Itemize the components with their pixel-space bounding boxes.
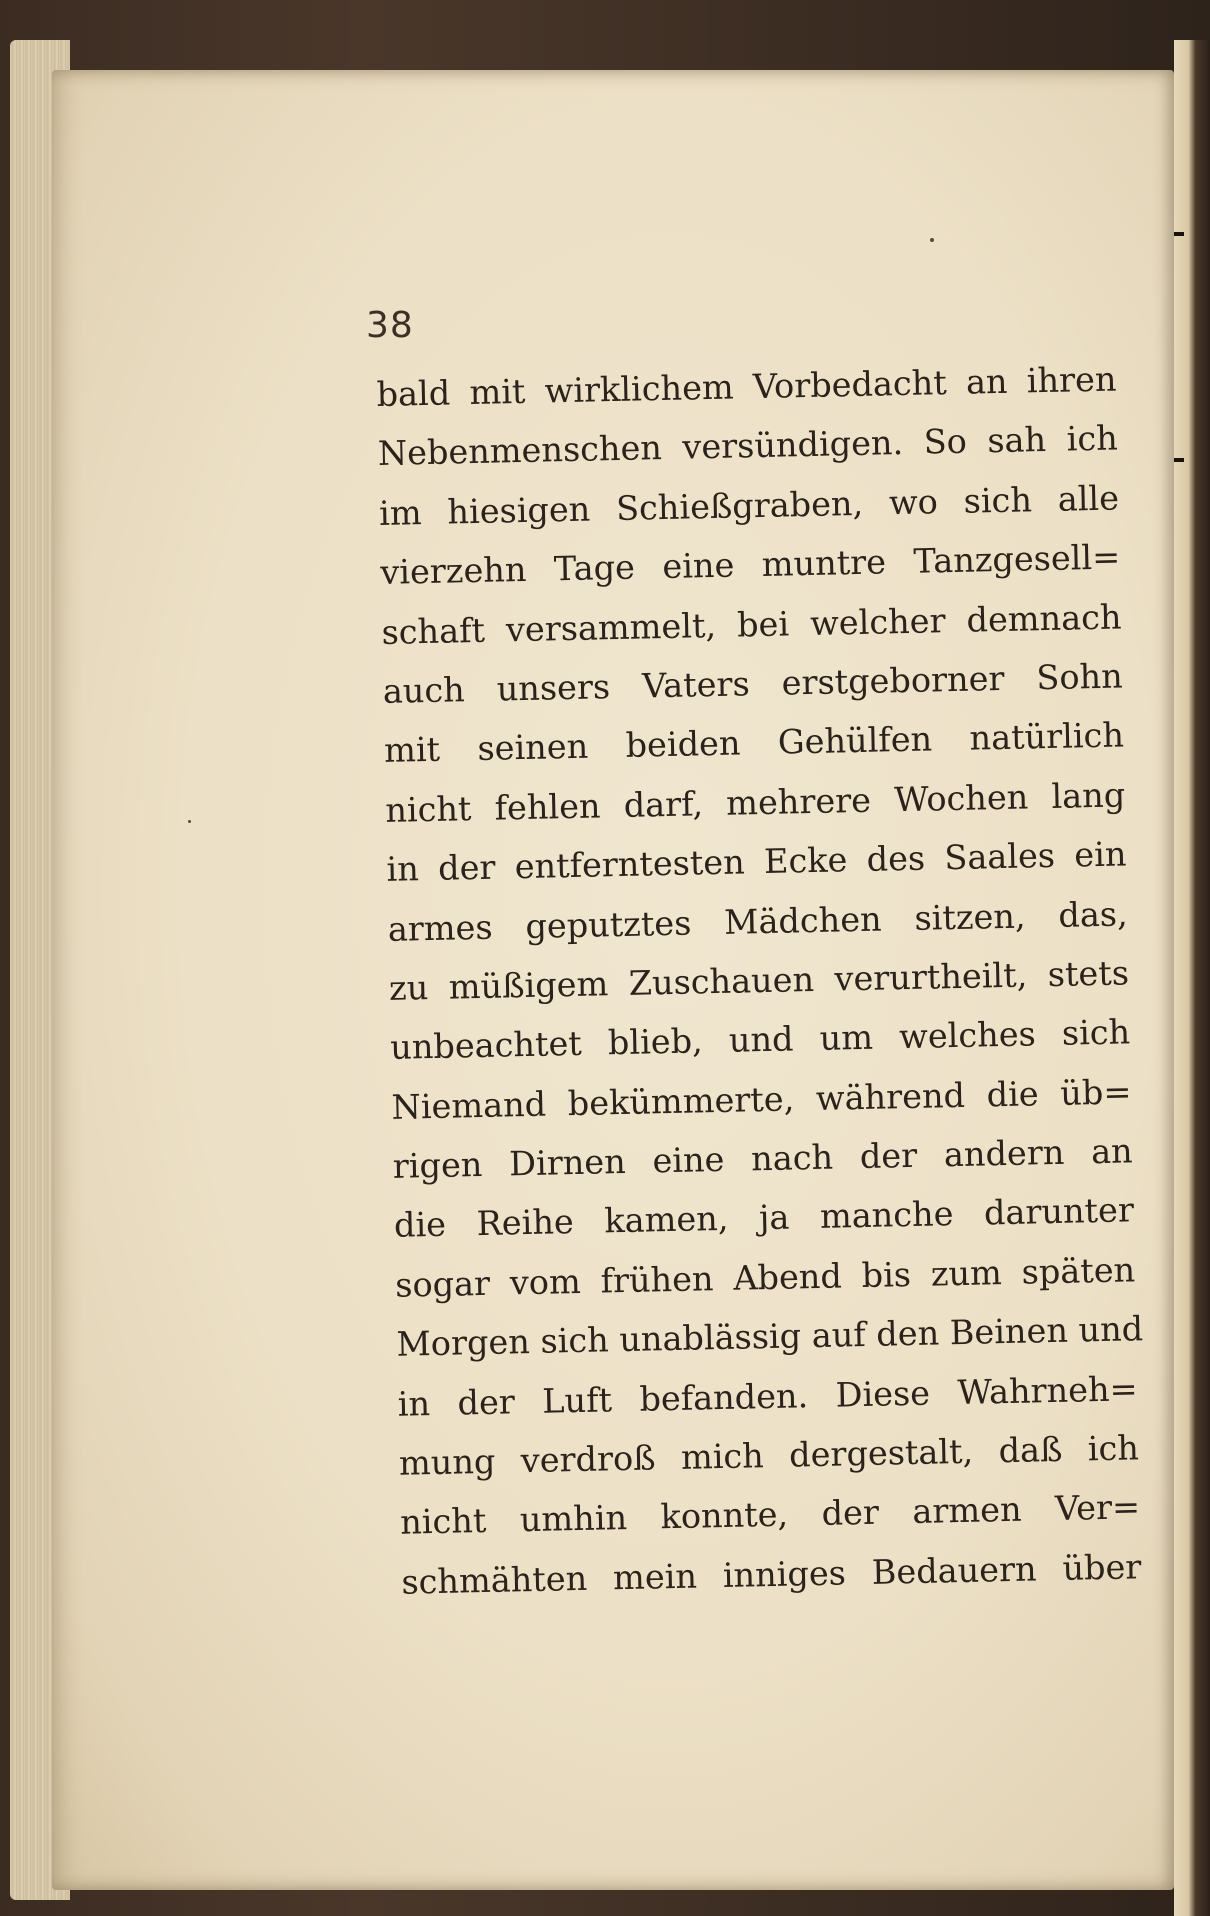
text-line: mit seinen beiden Gehülfen natürlich [383, 715, 1125, 771]
text-line: vierzehn Tage eine muntre Tanzgesell= [379, 537, 1121, 593]
ink-speck [930, 238, 934, 242]
text-line: Niemand bekümmerte, während die üb= [391, 1072, 1132, 1127]
text-line: im hiesigen Schießgraben, wo sich alle [378, 478, 1120, 533]
body-text [376, 350, 1142, 1612]
text-line: sogar vom frühen Abend bis zum späten [394, 1250, 1136, 1305]
text-line: zu müßigem Zuschauen verurtheilt, stets [388, 953, 1130, 1008]
ink-speck [188, 820, 191, 823]
text-line: schmähten mein inniges Bedauern über [401, 1547, 1142, 1602]
facing-page-edge [1174, 40, 1210, 1916]
text-line: in der entferntesten Ecke des Saales ein [386, 834, 1127, 890]
text-line: Morgen sich unablässig auf den Beinen und [396, 1309, 1144, 1365]
text-line: bald mit wirklichem Vorbedacht an ihren [376, 359, 1117, 414]
text-line: nicht umhin konnte, der armen Ver= [399, 1487, 1141, 1543]
text-line: armes geputztes Mädchen sitzen, das, [387, 893, 1129, 949]
text-line: unbeachtet blieb, und um welches sich [389, 1012, 1131, 1068]
text-line: auch unsers Vaters erstgeborner Sohn [382, 656, 1124, 711]
page-number: 38 [366, 305, 414, 346]
text-line: Nebenmenschen versündigen. So sah ich [377, 418, 1119, 474]
text-line: die Reihe kamen, ja manche darunter [393, 1190, 1135, 1246]
text-line: schaft versammelt, bei welcher demnach [381, 597, 1122, 652]
text-line: mung verdroß mich dergestalt, daß ich [398, 1428, 1140, 1483]
text-line: rigen Dirnen eine nach der andern an [392, 1131, 1134, 1186]
text-line: nicht fehlen darf, mehrere Wochen lang [384, 775, 1126, 830]
text-line: in der Luft befanden. Diese Wahrneh= [397, 1368, 1139, 1424]
